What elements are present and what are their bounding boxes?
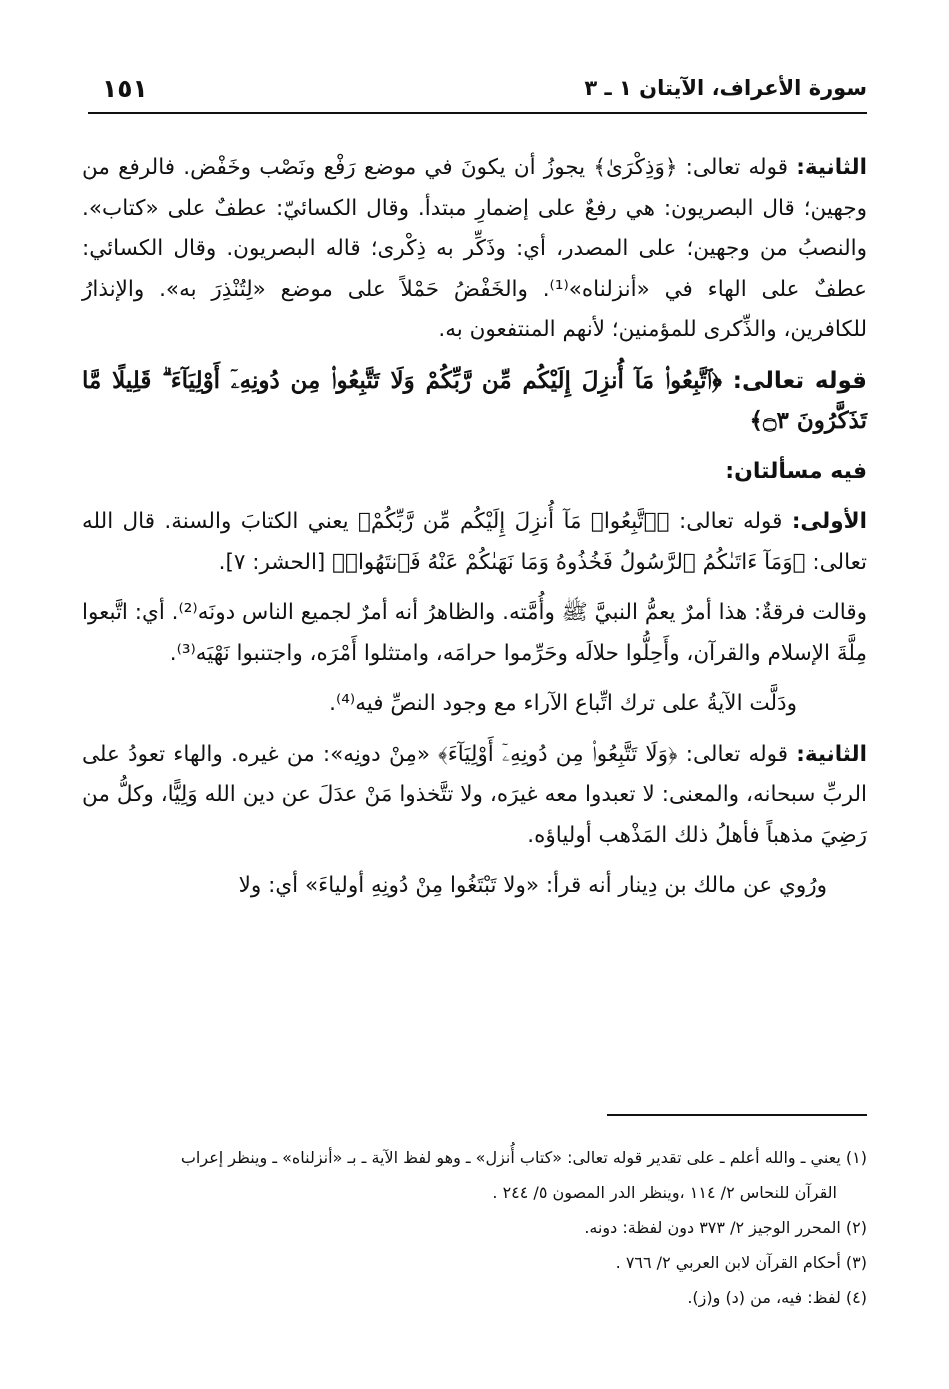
footnote-1-continuation: القرآن للنحاس ٢/ ١١٤ ،وينظر الدر المصون ٥/ ٢٤٤ .: [492, 1183, 837, 1202]
issues-heading: فيه مسألتان:: [725, 458, 867, 484]
footnote-3: (٣) أحكام القرآن لابن العربي ٢/ ٧٦٦ .: [615, 1253, 867, 1272]
paragraph-lead: الثانية:: [796, 155, 867, 180]
footnotes: [82, 1142, 867, 1317]
paragraph-first-issue: [82, 502, 867, 583]
paragraph-malik-reading: ورُوي عن مالك بن دِينار أنه قرأ: «ولا تَبْتَغُوا مِنْ دُونِهِ أولياءَ» أي: ولا: [238, 873, 827, 898]
footnote-2: (٢) المحرر الوجيز ٢/ ٣٧٣ دون لفظة: دونه.: [584, 1218, 867, 1237]
paragraph-lead: الأولى:: [791, 509, 867, 534]
page-number: ١٥١: [102, 74, 148, 103]
footnote-separator: [607, 1114, 867, 1116]
running-title: سورة الأعراف، الآيتان ١ ـ ٣: [584, 76, 867, 100]
paragraph-indication: ودَلَّت الآيةُ على ترك اتِّباع الآراء مع وجود النصِّ فيه⁽⁴⁾.: [329, 691, 797, 716]
verse-heading-lead: قوله تعالى:: [732, 367, 867, 394]
paragraph-text: قوله تعالى: ﴿وَذِكْرَىٰ﴾ يجوزُ أن يكونَ في موضع رَفْع ونَصْب وخَفْض. فالرفع من وجهين؛ قال البصريون: هي رفعٌ على إضمارِ مبتدأ. وقال الكسائيّ: عطفٌ على «كتاب». والنصبُ من وجهين؛ على المصدر، أي: وذَكِّر به ذِكْرى؛ قاله البصريون. وقال الكسائي: عطفٌ على الهاء في «أنزلناه»⁽¹⁾. والخَفْضُ حَمْلاً على موضع «لِتُنْذِرَ به». والإنذارُ للكافرين، والذِّكرى للمؤمنين؛ لأنهم المنتفعون به.: [82, 155, 867, 342]
paragraph-group-opinion: وقالت فرقةٌ: هذا أمرٌ يعمُّ النبيَّ ﷺ وأُمَّته. والظاهرُ أنه أمرٌ لجميع الناس دونَه⁽²⁾. أي: اتَّبعوا مِلَّةَ الإسلام والقرآن، وأَحِلُّوا حلالَه وحَرِّموا حرامَه، وامتثلوا أَمْرَه، واجتنبوا نَهْيَه⁽³⁾.: [82, 600, 867, 666]
footnote-1: (١) يعني ـ والله أعلم ـ على تقدير قوله تعالى: «كتاب أُنزل» ـ وهو لفظ الآية ـ بـ «أنزلناه» ـ وينظر إعراب: [180, 1148, 867, 1167]
page-header: [88, 70, 867, 114]
footnote-4: (٤) لفظ: فيه، من (د) و(ز).: [687, 1288, 867, 1307]
paragraph-text: قوله تعالى: ﴿وَلَا تَتَّبِعُوا۟ مِن دُونِهِۦٓ أَوْلِيَآءَ﴾ «مِنْ دونِه»: من غيره. والهاء تعودُ على الربِّ سبحانه، والمعنى: لا تعبدوا معه غيرَه، ولا تتَّخذوا مَنْ عدَلَ عن دين الله وَلِيًّا، وكلُّ من رَضِيَ مذهباً فأهلُ ذلك المَذْهب أولياؤه.: [82, 741, 867, 848]
paragraph-second-issue-dhikra: [82, 148, 867, 351]
main-text: [82, 148, 867, 917]
paragraph-text: قوله تعالى: ﴿ٱتَّبِعُوا۟ مَآ أُنزِلَ إِلَيْكُم مِّن رَّبِّكُمْ﴾ يعني الكتابَ والسنة. قال الله تعالى: ﴿وَمَآ ءَاتَىٰكُمُ ٱلرَّسُولُ فَخُذُوهُ وَمَا نَهَىٰكُمْ عَنْهُ فَٱنتَهُوا۟﴾ [الحشر: ٧].: [82, 509, 867, 575]
paragraph-second-issue-awliya: [82, 735, 867, 857]
verse-heading: [82, 361, 867, 442]
verse-text: ﴿ٱتَّبِعُوا۟ مَآ أُنزِلَ إِلَيْكُم مِّن رَّبِّكُمْ وَلَا تَتَّبِعُوا۟ مِن دُونِهِۦٓ أَوْلِيَآءَ ۗ قَلِيلًا مَّا تَذَكَّرُونَ ۝٣﴾: [82, 366, 867, 434]
paragraph-lead: الثانية:: [796, 741, 867, 767]
